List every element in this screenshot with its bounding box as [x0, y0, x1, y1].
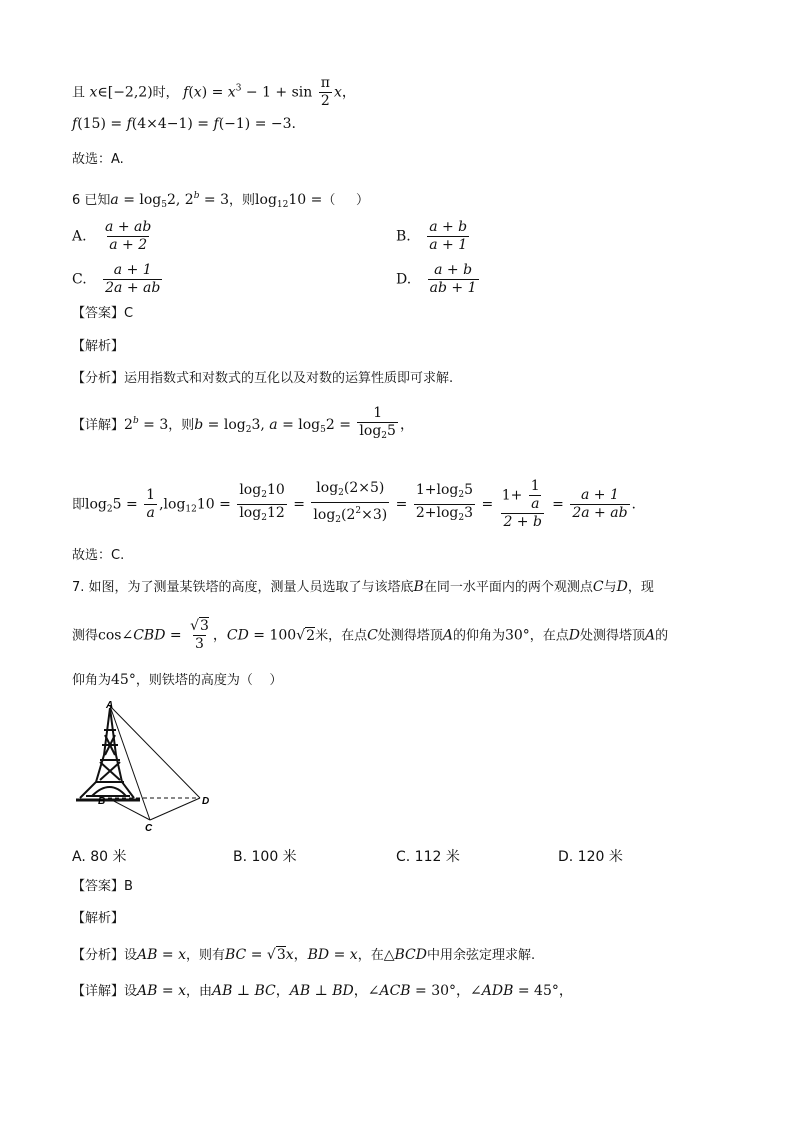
- tower-figure: [72, 700, 222, 835]
- answer-label: 【答案】B: [72, 879, 133, 894]
- analysis-text: 【分析】运用指数式和对数式的互化以及对数的运算性质即可求解.: [72, 371, 454, 386]
- label-b: B: [98, 796, 106, 807]
- label-c: C: [145, 823, 153, 834]
- option-c: C. 112 米: [396, 849, 460, 865]
- text-line: f(15) = f(4×4−1) = f(−1) = −3.: [72, 116, 296, 132]
- detail-text: 【详解】设AB = x，由AB ⊥ BC，AB ⊥ BD，∠ACB = 30°，∠ADB = 45°，: [72, 983, 573, 999]
- label-a: A: [106, 700, 114, 711]
- tower-icon: [76, 708, 140, 800]
- option-b: B. 100 米: [233, 849, 297, 865]
- text-line: 且 x∈[−2,2)时， $f(x) = x^3 - 1 + \sin$ $\frac{\pi}{2}$ x，: [72, 75, 356, 109]
- answer-label: 【答案】C: [72, 306, 134, 321]
- question-stem: 7. 如图，为了测量某铁塔的高度，测量人员选取了与该塔底B在同一水平面内的两个观测点C与D，现: [72, 579, 654, 595]
- text-line: 故选：C.: [72, 548, 125, 563]
- option-a: A. 80 米: [72, 849, 127, 865]
- option-b: B. $\frac{a + b}{a + 1}$: [396, 219, 468, 253]
- option-c: C. $\frac{a + 1}{2a + ab}$: [72, 262, 161, 296]
- analysis-text: 【分析】设AB = x，则有BC = √3x，BD = x，在△BCD中用余弦定理求解.: [72, 947, 536, 963]
- question-stem: 6 已知$a = \log_52$, $2^b = 3$，则$\log_{12}10$ =（ ）: [72, 191, 370, 210]
- option-d: D. 120 米: [558, 849, 623, 865]
- question-stem: 仰角为45°，则铁塔的高度为（ ）: [72, 672, 283, 688]
- detail-text: 【详解】$2^b = 3$，则$b = \log_23$, $a = \log_52$ = $\frac{1}{\log_25}$ ，: [72, 405, 414, 445]
- question-stem: 测得cos∠CBD = $\frac{√3}{3}$ ，CD = 100√2米，在点C处测得塔顶A的仰角为30°，在点D处测得塔顶A的: [72, 618, 669, 652]
- label-d: D: [202, 796, 210, 807]
- derivation-line: 即$\log_25$ = $\frac{1}{a}$ $,\log_{12}10$ = $\frac{\log_210}{\log_212}$ = $\frac{\log_2(2\times 5)}{\log_2(2^2\times 3)}$ = $\frac{1+\log_25}{2+\log_23}$ = 1+ $\frac{1}{a}$ 2 + b = $\frac{a + 1}{2a + ab}$ .: [72, 478, 636, 530]
- text-line: 故选：A.: [72, 152, 124, 167]
- analysis-label: 【解析】: [72, 339, 125, 354]
- analysis-label: 【解析】: [72, 911, 125, 926]
- option-d: D. $\frac{a + b}{ab + 1}$: [396, 262, 477, 296]
- option-a: A. $\frac{a + ab}{a + 2}$: [72, 219, 152, 253]
